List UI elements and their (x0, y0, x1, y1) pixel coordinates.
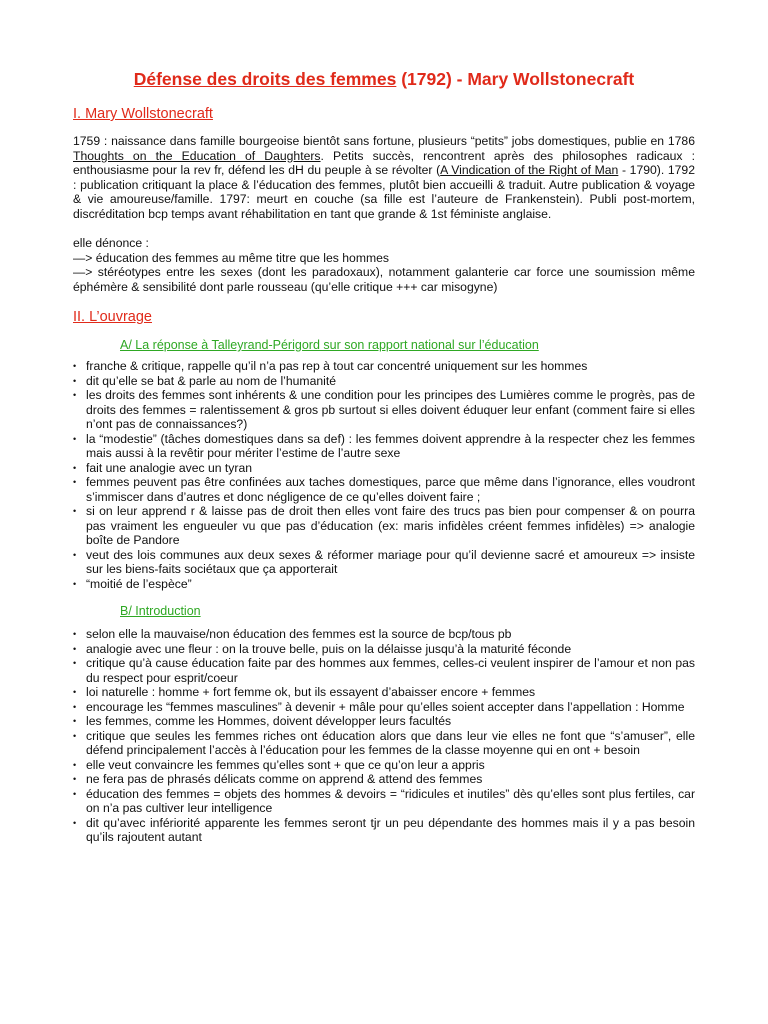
title-year-author: (1792) - Mary Wollstonecraft (396, 69, 635, 89)
author-biography: 1759 : naissance dans famille bourgeoise bientôt sans fortune, plusieurs “petits” jobs domestiques, publie en 1786 Thoughts on the Education of Daughters. Petits succès, rencontrent après des philosophes radicaux : enthousiasme pour la rev fr, défend les dH du peuple à se révolter (A Vindication of the Right of Man - 1790). 1792 : publication critiquant la place & l’éducation des femmes, plutôt bien accueilli & traduit. Autre publication & voyage & vie amoureuse/famille. 1797: meurt en couche (sa fille est l’auteure de Frankenstein). Publi post-mortem, discréditation bcp temps avant réhabilitation en tant que grande & 1st féministe anglaise. (73, 134, 695, 221)
list-item: • ne fera pas de phrasés délicats comme on apprend & attend des femmes (73, 772, 483, 786)
bullet-icon: • (73, 578, 77, 589)
document-title (73, 0, 695, 91)
bullet-icon: • (73, 759, 77, 770)
denonce-block (73, 236, 695, 294)
bullet-icon: • (73, 549, 77, 560)
book-title-vindication: A Vindication of the Right of Man (440, 163, 619, 177)
bullet-icon: • (73, 788, 77, 799)
bullet-icon: • (73, 361, 77, 371)
list-item: • “moitié de l’espèce” (73, 576, 192, 591)
list-subsection-a (73, 359, 695, 591)
list-item: • encourage les “femmes masculines” à devenir + mâle pour qu’elles soient accepter dans l’appellation : Homme (73, 699, 685, 714)
list-item: • dit qu’avec infériorité apparente les femmes seront tjr un peu dépendante des hommes mais il y a pas besoin qu’ils rajoutent autant (73, 815, 695, 844)
list-item: • la “modestie” (tâches domestiques dans sa def) : les femmes doivent apprendre à la respecter chez les femmes mais aussi à la revêtir pour mériter l’estime de l’autre sexe (73, 431, 695, 460)
list-subsection-b (73, 627, 695, 845)
denonce-point: —> éducation des femmes au même titre que les hommes (73, 250, 390, 265)
bullet-icon: • (73, 375, 77, 386)
list-item: • si on leur apprend r & laisse pas de droit then elles vont faire des trucs pas bien pour compenser & on pourra pas vraiment les engueuler vu que pas d’éducation (ex: maris infidèles créent femmes infidèles) => analogie boîte de Pandore (73, 504, 695, 547)
bullet-icon: • (73, 701, 77, 712)
list-item: • analogie avec une fleur : on la trouve belle, puis on la délaisse jusqu’à la maturité féconde (73, 641, 572, 656)
list-item: • les femmes, comme les Hommes, doivent développer leurs facultés (73, 714, 452, 728)
bullet-icon: • (73, 774, 77, 784)
bullet-icon: • (73, 687, 77, 697)
title-main: Défense des droits des femmes (133, 69, 397, 89)
bullet-icon: • (73, 817, 77, 828)
list-item: • selon elle la mauvaise/non éducation des femmes est la source de bcp/tous pb (73, 627, 512, 641)
section-heading-work: II. L’ouvrage (73, 309, 152, 325)
list-item: • femmes peuvent pas être confinées aux taches domestiques, parce que même dans l’ignorance, elles voudront s’immiscer dans d’autres et donc négligence de ce qu’elles doivent faire ; (73, 475, 695, 504)
book-title-education-daughters: Thoughts on the Education of Daughters (73, 148, 321, 163)
bullet-icon: • (73, 477, 77, 487)
list-item: • fait une analogie avec un tyran (73, 460, 253, 475)
denonce-point: —> stéréotypes entre les sexes (dont les paradoxaux), notamment galanterie car force une soumission même éphémère & sensibilité dont parle rousseau (qu’elle critique +++ car misogyne) (73, 265, 695, 294)
subsection-heading-b: B/ Introduction (120, 604, 201, 618)
list-item: • elle veut convaincre les femmes qu’elles sont + que ce qu’on leur a appris (73, 757, 485, 772)
list-item: • critique que seules les femmes riches ont éducation alors que dans leur vie elles ne font que “s’amuser”, elle défend principalement l’accès à l’éducation pour les femmes de la classe moyenne qui en ont + besoin (73, 728, 695, 757)
bullet-icon: • (73, 433, 77, 444)
bullet-icon: • (73, 730, 77, 741)
list-item: • les droits des femmes sont inhérents & une condition pour les principes des Lumières comme le progrès, pas de droits des femmes = ralentissement & gros pb surtout si elles doivent éduquer leur enfant (comment faire si elles n’ont pas de connaissances?) (73, 388, 695, 431)
bullet-icon: • (73, 629, 77, 639)
bullet-icon: • (73, 658, 77, 668)
list-item: • veut des lois communes aux deux sexes & réformer mariage pour qu’il devienne sacré et amoureux => insiste sur les biens-faits sociétaux que ça apporterait (73, 547, 695, 576)
bullet-icon: • (73, 716, 77, 726)
bullet-icon: • (73, 643, 77, 654)
bullet-icon: • (73, 390, 77, 400)
subsection-heading-a: A/ La réponse à Talleyrand-Périgord sur son rapport national sur l’éducation (120, 338, 539, 352)
list-item: • loi naturelle : homme + fort femme ok, but ils essayent d’abaisser encore + femmes (73, 685, 536, 699)
denonce-label: elle dénonce : (73, 236, 149, 250)
list-item: • dit qu’elle se bat & parle au nom de l’humanité (73, 373, 336, 388)
bullet-icon: • (73, 506, 77, 516)
list-item: • éducation des femmes = objets des hommes & devoirs = “ridicules et inutiles” dès qu’elles sont plus fertiles, car on n’a pas cultiver leur intelligence (73, 786, 695, 815)
section-heading-author: I. Mary Wollstonecraft (73, 106, 213, 122)
list-item: • critique qu’à cause éducation faite par des hommes aux femmes, celles-ci veulent inspirer de l’amour et non pas du respect pour esprit/coeur (73, 656, 695, 685)
list-item: • franche & critique, rappelle qu’il n’a pas rep à tout car concentré uniquement sur les hommes (73, 359, 588, 373)
bullet-icon: • (73, 462, 77, 473)
